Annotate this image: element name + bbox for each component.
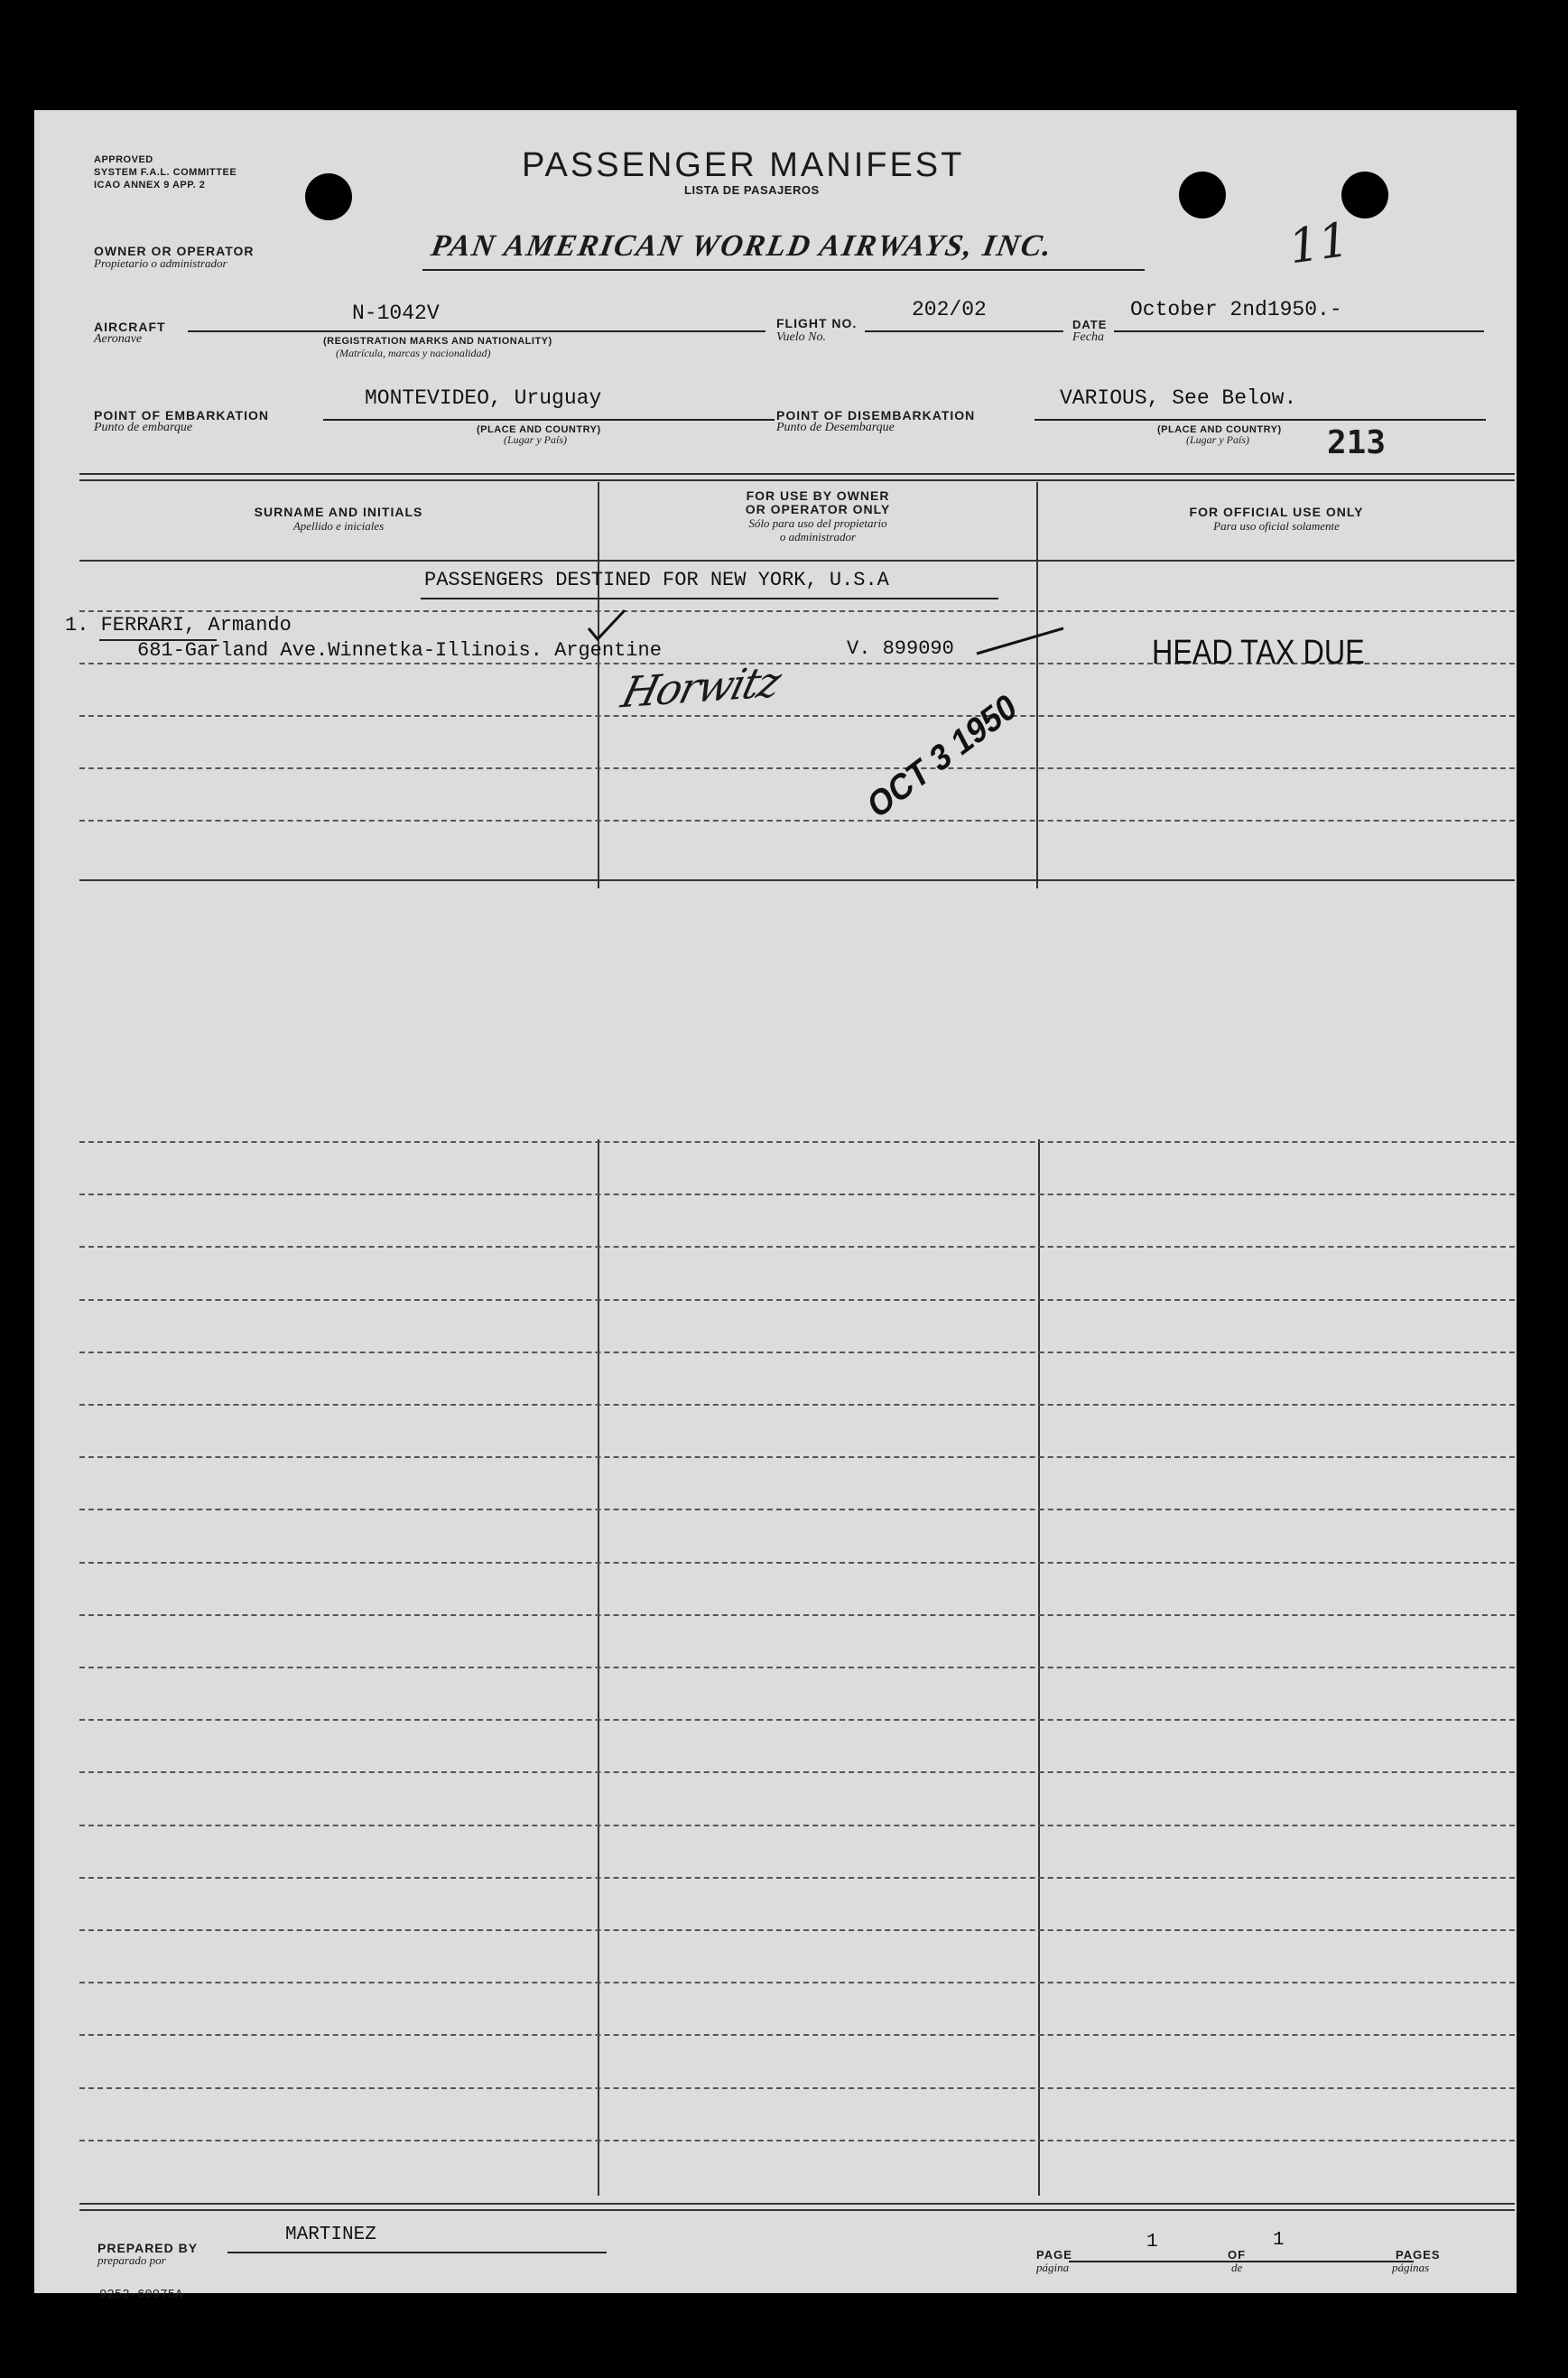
ruled-row-line (79, 1877, 1515, 1879)
page-title: PASSENGER MANIFEST (522, 146, 965, 184)
passenger-address: 681-Garland Ave.Winnetka-Illinois. Argentine (137, 639, 662, 662)
page-title-es: LISTA DE PASAJEROS (684, 183, 820, 197)
ruled-row-line (79, 1667, 1515, 1668)
flight-underline (865, 330, 1063, 332)
embark-value: MONTEVIDEO, Uruguay (365, 386, 602, 410)
page-value: 1 (1146, 2232, 1158, 2253)
pages-label-es: páginas (1392, 2261, 1430, 2274)
ruled-row-line (79, 1614, 1515, 1616)
aircraft-value: N-1042V (352, 302, 440, 325)
surname-head-es: Apellido e iniciales (292, 519, 385, 533)
flight-label-es: Vuelo No. (776, 330, 826, 344)
visa-underline-stroke (977, 625, 1067, 661)
surname-head: SURNAME AND INITIALS (254, 505, 423, 519)
prepared-label-es: preparado por (97, 2253, 166, 2267)
disembark-sub-es: (Lugar y País) (1186, 433, 1249, 446)
ruled-row-line (79, 2087, 1515, 2089)
ruled-row-line (79, 1456, 1515, 1458)
flight-value: 202/02 (912, 298, 987, 321)
ruled-row-line (79, 1719, 1515, 1721)
passenger-name: 1. FERRARI, Armando (65, 614, 292, 636)
entry-row-line (79, 820, 1515, 822)
of-label: OF (1228, 2248, 1247, 2262)
header-rule-top (79, 473, 1515, 481)
ruled-row-line (79, 1141, 1515, 1143)
owner-label: OWNER OR OPERATOR (94, 244, 255, 258)
passenger-visa: V. 899090 (847, 637, 954, 660)
page-label: PAGE (1036, 2248, 1072, 2262)
embark-sub-es: (Lugar y País) (504, 433, 567, 446)
owner-use-head-es-1: Sólo para uso del propietario (748, 516, 887, 530)
embark-label: POINT OF EMBARKATION (94, 408, 269, 423)
column-divider-2 (1036, 482, 1038, 888)
ruled-row-line (79, 1771, 1515, 1773)
disembark-underline (1035, 419, 1486, 421)
owner-use-column-head (599, 489, 1036, 543)
aircraft-sub-es: (Matrícula, marcas y nacionalidad) (336, 347, 491, 359)
entry-row-line (79, 610, 1515, 612)
operator-name: PAN AMERICAN WORLD AIRWAYS, INC. (428, 229, 1056, 263)
date-label-es: Fecha (1072, 330, 1104, 344)
date-underline (1114, 330, 1484, 332)
ruled-row-line (79, 1509, 1515, 1510)
of-label-es: de (1231, 2261, 1243, 2274)
ruled-row-line (79, 1982, 1515, 1983)
owner-label-es: Propietario o administrador (94, 256, 227, 270)
surname-column-head (79, 506, 598, 533)
ruled-row-line (79, 1562, 1515, 1564)
ruled-row-line (79, 1194, 1515, 1195)
embark-sub: (PLACE AND COUNTRY) (477, 424, 601, 435)
manifest-page (34, 110, 1517, 2302)
operator-underline (422, 269, 1145, 271)
approval-line-1: APPROVED (94, 154, 153, 165)
punch-hole-right (1341, 172, 1388, 218)
owner-use-head-1: FOR USE BY OWNER (746, 488, 890, 503)
punch-hole-middle (1179, 172, 1226, 218)
official-column-head (1038, 506, 1515, 533)
ruled-row-line (79, 1246, 1515, 1248)
owner-use-head-2: OR OPERATOR ONLY (745, 502, 891, 516)
page-label-es: página (1036, 2261, 1070, 2274)
prepared-value: MARTINEZ (285, 2225, 376, 2245)
aircraft-underline (188, 330, 765, 332)
section-heading-underline (421, 598, 998, 599)
ruled-row-line (79, 2140, 1515, 2141)
aircraft-label: AIRCRAFT (94, 320, 166, 334)
flight-label: FLIGHT NO. (776, 316, 858, 330)
section-heading: PASSENGERS DESTINED FOR NEW YORK, U.S.A (424, 569, 889, 591)
approval-line-3: ICAO ANNEX 9 APP. 2 (94, 180, 206, 190)
page-number-stamp: 213 (1327, 424, 1387, 461)
ruled-row-line (79, 1929, 1515, 1931)
entry-row-line (79, 715, 1515, 717)
footer-rule (79, 2203, 1515, 2211)
pages-label: PAGES (1396, 2248, 1441, 2262)
entry-block-bottom (79, 879, 1515, 881)
aircraft-sub: (REGISTRATION MARKS AND NATIONALITY) (323, 336, 552, 347)
of-underline (1251, 2261, 1414, 2262)
disembark-label: POINT OF DISEMBARKATION (776, 408, 976, 423)
ruled-row-line (79, 2034, 1515, 2036)
date-stamp: OCT 3 1950 (862, 685, 1023, 827)
date-value: October 2nd1950.- (1130, 298, 1342, 321)
ruled-row-line (79, 1299, 1515, 1301)
ruled-row-line (79, 1352, 1515, 1353)
of-value: 1 (1273, 2230, 1285, 2251)
official-head: FOR OFFICIAL USE ONLY (1189, 505, 1364, 519)
entry-row-line (79, 767, 1515, 769)
prepared-underline (227, 2252, 607, 2253)
official-head-es: Para uso oficial solamente (1213, 519, 1340, 533)
handwritten-mark: 11 (1285, 212, 1353, 275)
punch-hole-left (305, 173, 352, 220)
disembark-label-es: Punto de Desembarque (776, 421, 895, 434)
official-note: HEAD TAX DUE (1152, 634, 1365, 672)
embark-underline (323, 419, 775, 421)
aircraft-label-es: Aeronave (94, 332, 143, 346)
date-label: DATE (1072, 318, 1108, 331)
ruled-row-line (79, 1825, 1515, 1826)
form-number: 9252-60975A (99, 2288, 183, 2302)
owner-use-head-es-2: o administrador (779, 530, 857, 543)
signature: Horwitz (617, 656, 785, 718)
header-rule-bottom (79, 560, 1515, 562)
embark-label-es: Punto de embarque (94, 421, 193, 434)
ruled-row-line (79, 1404, 1515, 1406)
disembark-sub: (PLACE AND COUNTRY) (1157, 424, 1282, 435)
approval-block (94, 153, 237, 191)
prepared-label: PREPARED BY (97, 2241, 199, 2255)
check-mark-icon (585, 608, 639, 645)
approval-line-2: SYSTEM F.A.L. COMMITTEE (94, 167, 237, 178)
disembark-value: VARIOUS, See Below. (1060, 386, 1297, 410)
